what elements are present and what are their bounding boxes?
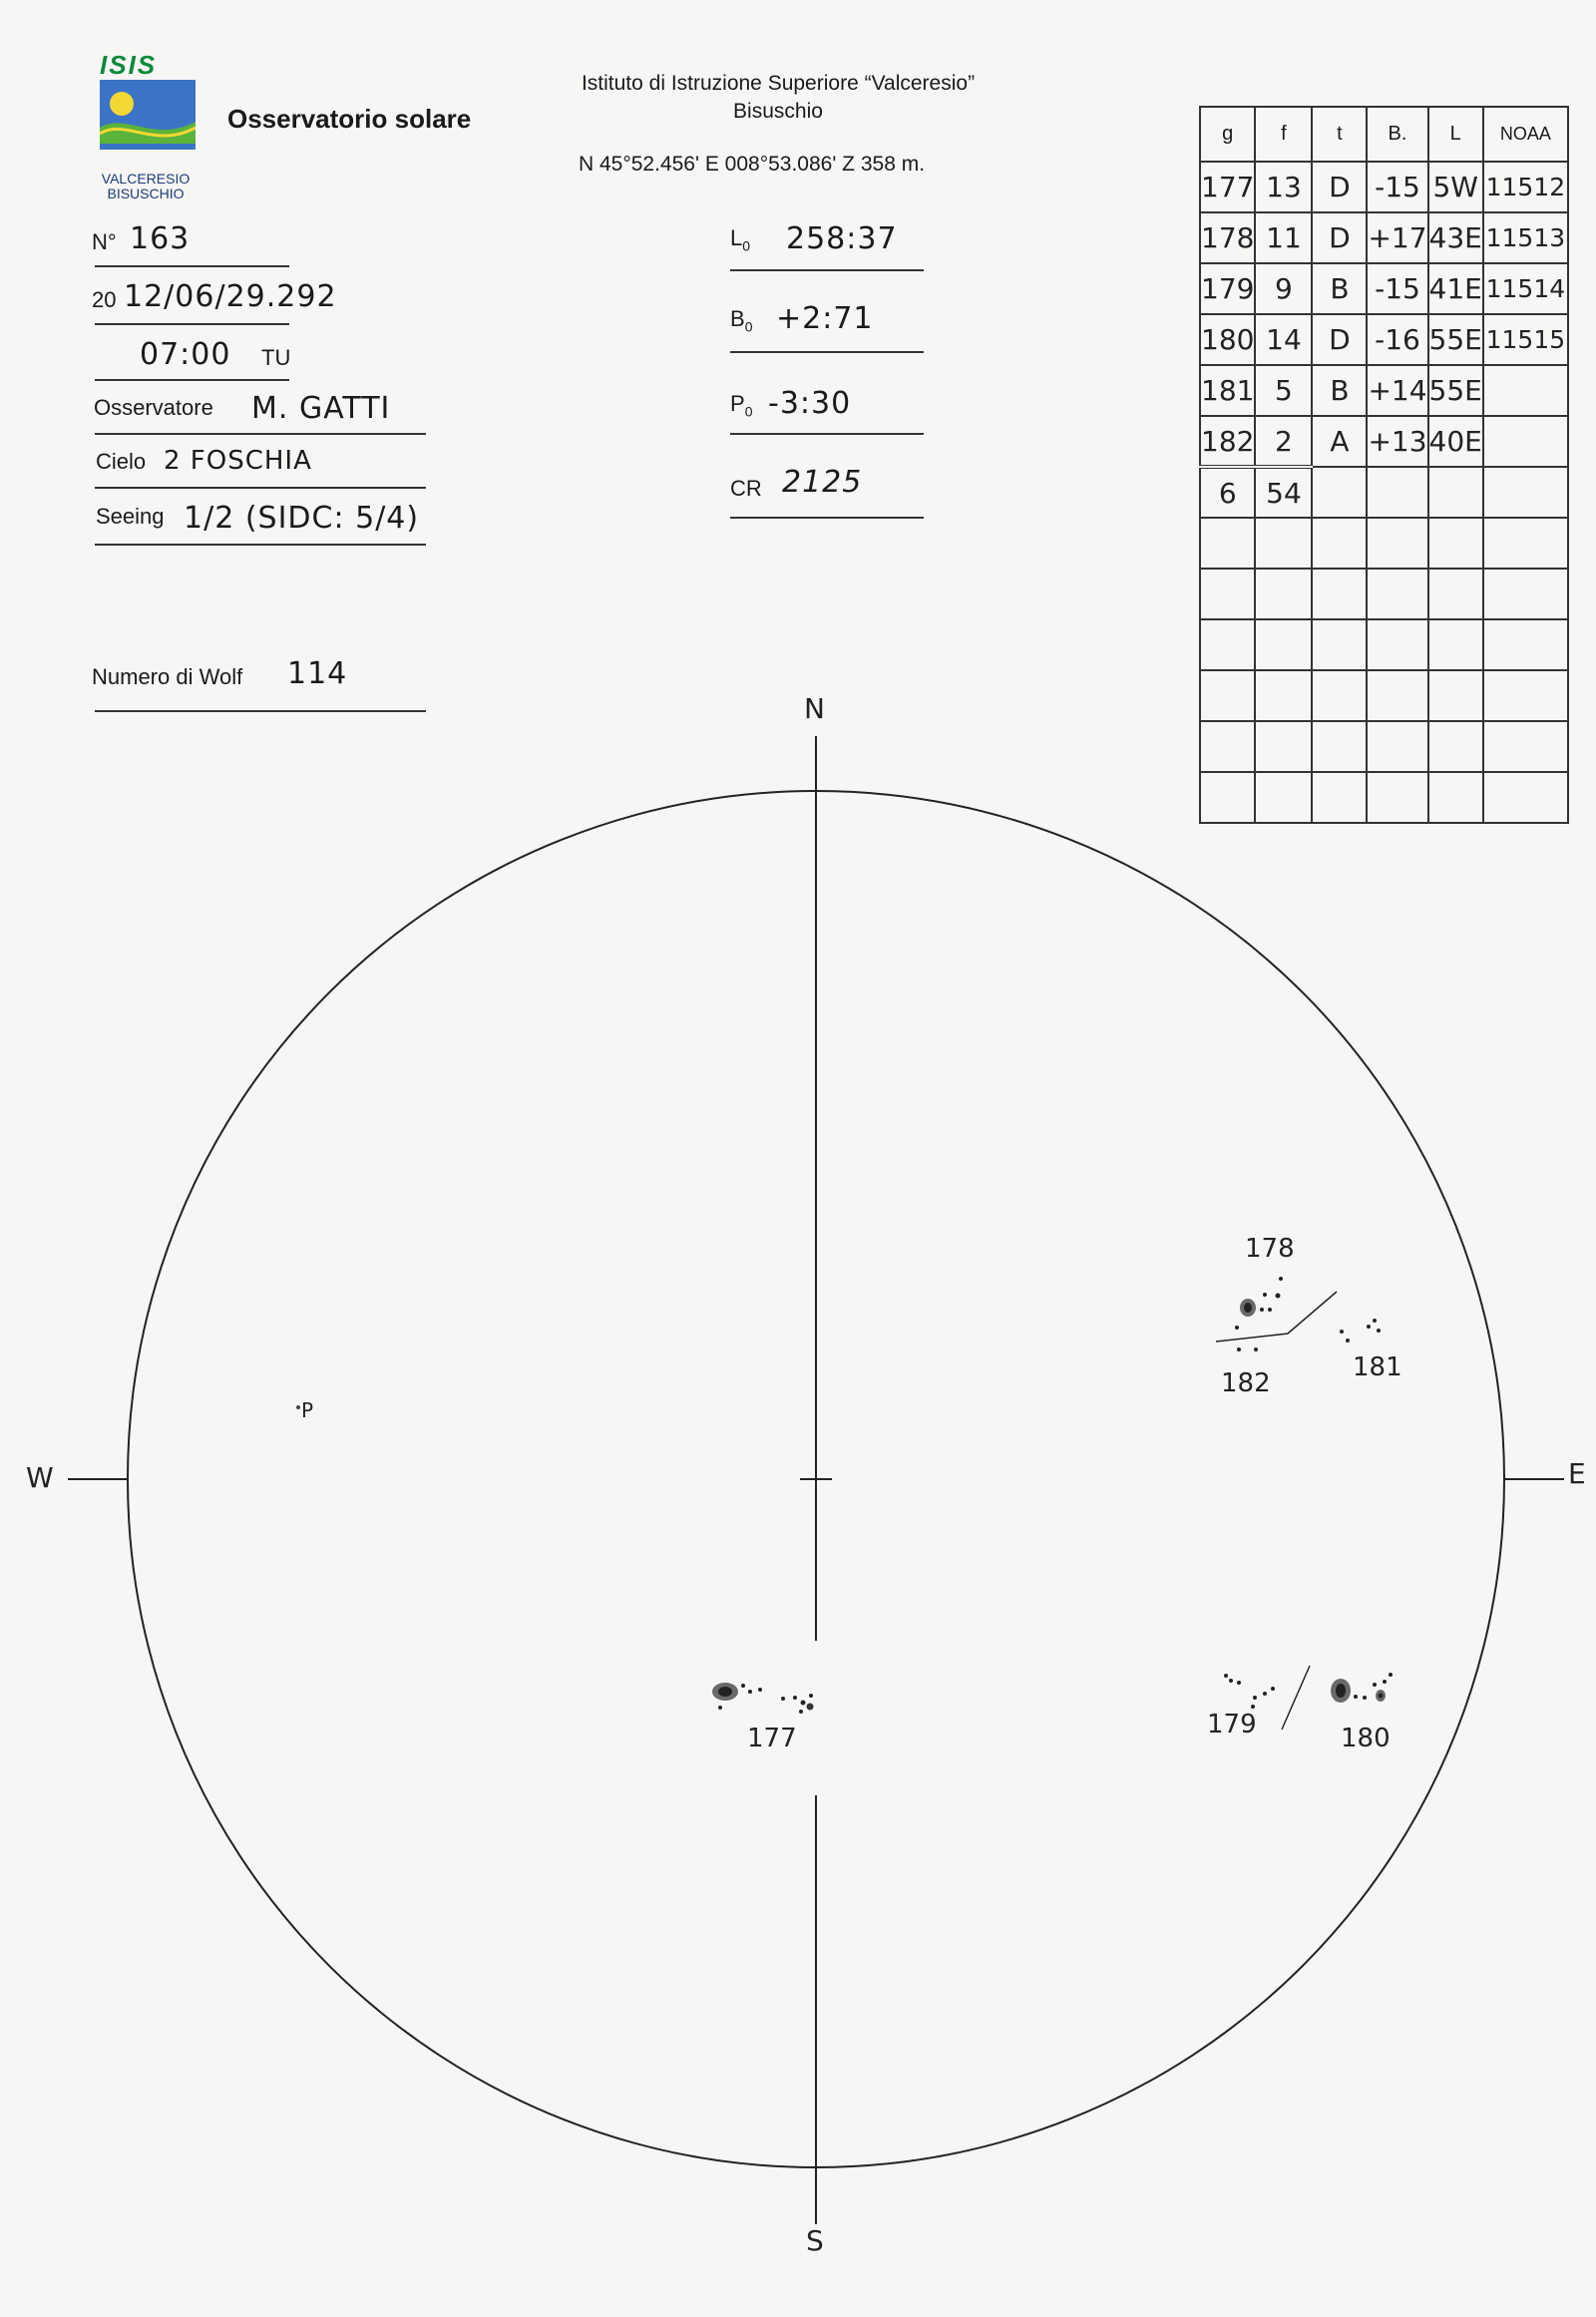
seeing-value: 1/2 (SIDC: 5/4) [184,501,420,536]
group-label-178: 178 [1245,1234,1295,1264]
logo-text-line1: VALCERESIO [101,171,191,187]
sky-value: 2 FOSCHIA [164,446,312,476]
cell-type: A [1312,416,1367,467]
date-value: 12/06/29.292 [124,279,337,314]
cell-longitude: 43E [1428,212,1483,263]
number-label: N° [92,229,117,254]
cell-noaa: 11515 [1483,314,1568,365]
group-label-180: 180 [1341,1724,1391,1753]
pole-mark-label: P [301,1398,314,1422]
cell-spots: 11 [1255,212,1312,263]
cell-spots: 13 [1255,162,1312,212]
cell-type: D [1312,162,1367,212]
sky-label: Cielo [96,449,147,474]
pole-mark-dot [296,1405,300,1409]
cell-latitude: -15 [1367,162,1427,212]
cell-latitude: +13 [1367,416,1427,467]
cell-type: B [1312,263,1367,314]
observatory-title: Osservatorio solare [227,104,472,134]
cell-latitude: +17 [1367,212,1427,263]
cell-spots: 9 [1255,263,1312,314]
time-unit: TU [261,345,291,370]
p0-value: -3:30 [768,386,852,421]
cell-spots: 2 [1255,416,1312,467]
l0-label: $L_0$ [730,225,751,254]
cell-latitude: +14 [1367,365,1427,416]
header-group: g [1200,107,1255,162]
cell-spots: 5 [1255,365,1312,416]
logo-text-line2: BISUSCHIO [107,186,185,201]
cell-noaa: 11514 [1483,263,1568,314]
cell-group: 181 [1200,365,1255,416]
cell-group: 6 [1200,467,1255,518]
logo-mark: ISIS [100,50,158,80]
sunspot-group-181 [1340,1319,1381,1343]
cell-longitude: 5W [1428,162,1483,212]
sunspot-group-182 [1237,1348,1258,1352]
header-latitude: B. [1367,107,1427,162]
sunspot-group-178 [1235,1277,1283,1330]
header-noaa: NOAA [1483,107,1568,162]
b0-label: $B_0$ [730,306,753,335]
header-longitude: L [1428,107,1483,162]
west-label: W [26,1461,54,1494]
sunspot-group-180 [1331,1673,1393,1703]
cell-type: D [1312,314,1367,365]
cell-longitude: 55E [1428,365,1483,416]
header-type: t [1312,107,1367,162]
group-label-182: 182 [1221,1368,1271,1398]
header-spots: f [1255,107,1312,162]
site-coordinates: N 45°52.456' E 008°53.086' Z 358 m. [579,153,926,176]
observer-value: M. GATTI [251,391,391,426]
date-prefix: 20 [92,287,117,312]
cell-group: 180 [1200,314,1255,365]
sunspot-group-179 [1224,1674,1275,1709]
cell-group: 182 [1200,416,1255,467]
cell-longitude: 41E [1428,263,1483,314]
group-label-177: 177 [747,1724,797,1753]
group-label-181: 181 [1353,1352,1402,1382]
cell-longitude: 40E [1428,416,1483,467]
cell-group: 177 [1200,162,1255,212]
group-label-179: 179 [1207,1710,1257,1739]
south-label: S [806,2224,824,2257]
cell-spots: 54 [1255,467,1312,518]
cell-noaa: 11513 [1483,212,1568,263]
observer-label: Osservatore [94,395,213,420]
time-value: 07:00 [140,337,231,372]
cell-longitude: 55E [1428,314,1483,365]
p0-label: $P_0$ [730,391,753,420]
sunspot-group-177 [712,1683,814,1714]
group-separator-178-181 [1216,1292,1337,1342]
cell-type: D [1312,212,1367,263]
b0-value: +2:71 [776,301,874,336]
cr-value: 2125 [782,465,863,500]
cell-spots: 14 [1255,314,1312,365]
number-value: 163 [130,221,191,256]
group-separator-179-180 [1282,1666,1310,1730]
seeing-label: Seeing [96,504,165,529]
wolf-value: 114 [287,656,348,691]
l0-value: 258:37 [786,221,898,256]
cell-latitude: -15 [1367,263,1427,314]
cell-noaa: 11512 [1483,162,1568,212]
east-label: E [1568,1457,1586,1490]
cell-latitude: -16 [1367,314,1427,365]
cr-label: CR [730,476,762,501]
cell-group: 178 [1200,212,1255,263]
north-label: N [804,692,825,725]
institute-line1: Istituto di Istruzione Superiore “Valceresio” [581,72,976,95]
institute-line2: Bisuschio [733,100,823,123]
cell-type: B [1312,365,1367,416]
wolf-label: Numero di Wolf [92,664,243,689]
cell-group: 179 [1200,263,1255,314]
